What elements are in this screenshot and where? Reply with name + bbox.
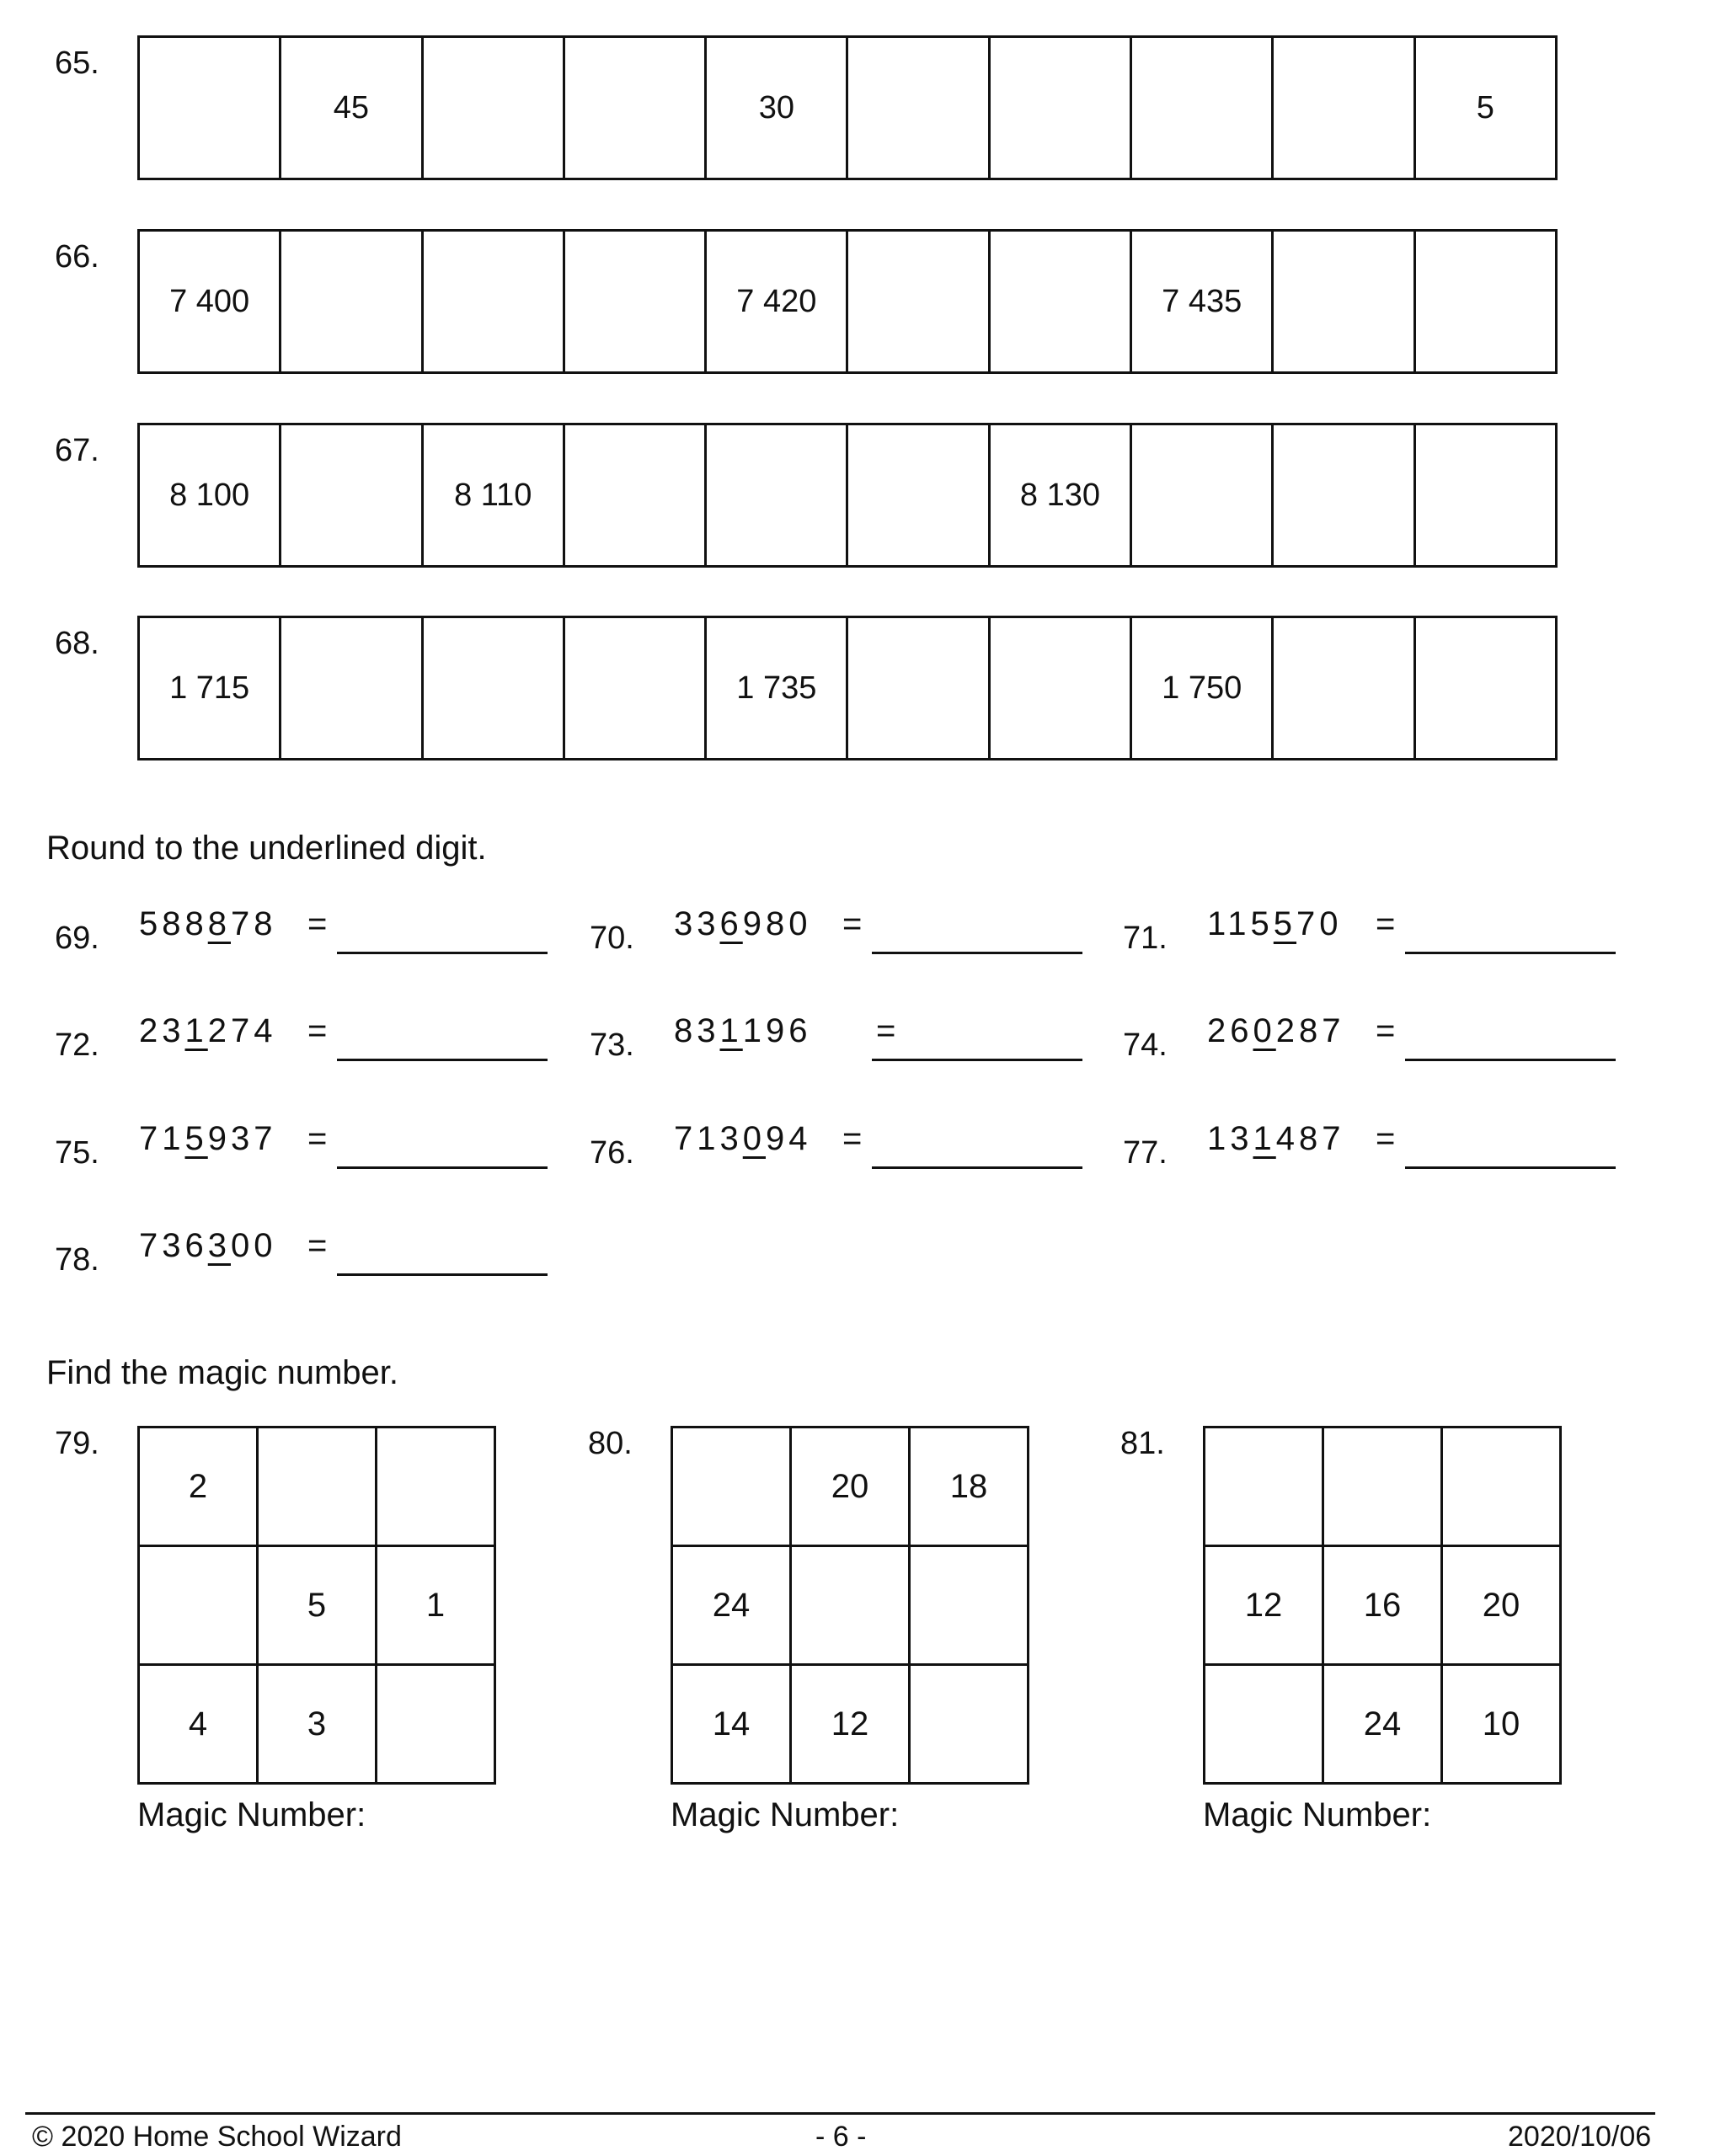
sequence-cell[interactable]: [281, 425, 423, 565]
rounding-item: [590, 905, 1112, 956]
rounding-item: [1123, 1120, 1645, 1171]
digits-after: 00: [231, 1227, 277, 1264]
magic-number-label: Magic Number:: [1203, 1796, 1432, 1833]
sequence-cell[interactable]: [424, 232, 565, 371]
sequence-cell[interactable]: 7 400: [140, 232, 281, 371]
magic-cell[interactable]: 20: [1443, 1547, 1562, 1666]
sequence-cell[interactable]: [565, 232, 707, 371]
magic-cell[interactable]: 10: [1443, 1666, 1562, 1785]
sequence-cell[interactable]: [1132, 38, 1274, 178]
magic-number-label: Magic Number:: [137, 1796, 366, 1833]
magic-cell[interactable]: [377, 1428, 496, 1547]
sequence-cell[interactable]: [565, 425, 707, 565]
magic-cell[interactable]: 5: [259, 1547, 377, 1666]
digits-before: 23: [139, 1012, 185, 1049]
equals-sign: =: [1376, 1012, 1396, 1049]
digits-before: 71: [139, 1120, 185, 1157]
answer-blank[interactable]: [337, 1166, 548, 1169]
underlined-digit: 1: [719, 1012, 743, 1049]
magic-cell[interactable]: 24: [1324, 1666, 1443, 1785]
magic-cell[interactable]: 20: [792, 1428, 911, 1547]
question-number: 73.: [590, 1027, 634, 1063]
answer-blank[interactable]: [337, 952, 548, 954]
digits-after: 196: [742, 1012, 812, 1049]
sequence-cell[interactable]: 30: [707, 38, 848, 178]
sequence-grid: [137, 616, 1558, 760]
rounding-instruction: Round to the underlined digit.: [46, 830, 487, 867]
digits-before: 588: [139, 905, 208, 942]
magic-cell[interactable]: [911, 1666, 1029, 1785]
rounding-number: [139, 1120, 277, 1158]
sequence-row: [0, 616, 1600, 759]
underlined-digit: 5: [184, 1120, 208, 1157]
rounding-item: [55, 1227, 577, 1278]
magic-cell[interactable]: [792, 1547, 911, 1666]
sequence-cell[interactable]: 1 715: [140, 618, 281, 758]
equals-sign: =: [876, 1012, 896, 1049]
underlined-digit: 0: [742, 1120, 766, 1157]
magic-cell[interactable]: 12: [1205, 1547, 1324, 1666]
rounding-item: [1123, 905, 1645, 956]
sequence-cell[interactable]: [991, 38, 1132, 178]
digits-before: 26: [1207, 1012, 1253, 1049]
magic-instruction: Find the magic number.: [46, 1354, 398, 1391]
answer-blank[interactable]: [337, 1059, 548, 1061]
question-number: 75.: [55, 1135, 99, 1171]
sequence-cell[interactable]: 8 110: [424, 425, 565, 565]
footer-copyright: © 2020 Home School Wizard: [32, 2121, 402, 2153]
rounding-number: [1207, 905, 1343, 943]
sequence-cell[interactable]: 1 735: [707, 618, 848, 758]
sequence-cell[interactable]: 8 100: [140, 425, 281, 565]
sequence-cell[interactable]: [1274, 232, 1415, 371]
sequence-cell[interactable]: [424, 618, 565, 758]
magic-cell[interactable]: [1205, 1666, 1324, 1785]
magic-cell[interactable]: 1: [377, 1547, 496, 1666]
rounding-number: [674, 1012, 812, 1050]
magic-grid: [137, 1426, 496, 1785]
digits-after: 274: [207, 1012, 277, 1049]
equals-sign: =: [842, 905, 863, 942]
magic-cell[interactable]: 3: [259, 1666, 377, 1785]
sequence-cell[interactable]: [848, 425, 990, 565]
answer-blank[interactable]: [1405, 1166, 1616, 1169]
footer-date: 2020/10/06: [1508, 2121, 1652, 2153]
answer-blank[interactable]: [872, 1166, 1082, 1169]
magic-cell[interactable]: [140, 1547, 259, 1666]
magic-cell[interactable]: 4: [140, 1666, 259, 1785]
magic-grid: [671, 1426, 1029, 1785]
magic-grid: [1203, 1426, 1562, 1785]
underlined-digit: 6: [719, 905, 743, 942]
sequence-cell[interactable]: [991, 618, 1132, 758]
equals-sign: =: [1376, 1120, 1396, 1157]
sequence-cell[interactable]: [281, 232, 423, 371]
magic-cell[interactable]: [1205, 1428, 1324, 1547]
sequence-cell[interactable]: [1274, 38, 1415, 178]
magic-cell[interactable]: 16: [1324, 1547, 1443, 1666]
sequence-cell[interactable]: [1274, 618, 1415, 758]
question-number: 79.: [55, 1426, 99, 1461]
digits-after: 487: [1275, 1120, 1345, 1157]
question-number: 76.: [590, 1135, 634, 1171]
magic-cell[interactable]: 12: [792, 1666, 911, 1785]
magic-cell[interactable]: [911, 1547, 1029, 1666]
sequence-cell[interactable]: 7 435: [1132, 232, 1274, 371]
answer-blank[interactable]: [337, 1273, 548, 1276]
digits-before: 713: [674, 1120, 743, 1157]
rounding-item: [1123, 1012, 1645, 1063]
digits-after: 980: [742, 905, 812, 942]
equals-sign: =: [1376, 905, 1396, 942]
question-number: 65.: [55, 45, 99, 81]
sequence-cell[interactable]: [1416, 425, 1555, 565]
sequence-cell[interactable]: [565, 618, 707, 758]
underlined-digit: 0: [1253, 1012, 1276, 1049]
sequence-cell[interactable]: 1 750: [1132, 618, 1274, 758]
question-number: 81.: [1120, 1426, 1165, 1461]
magic-cell[interactable]: [259, 1428, 377, 1547]
rounding-number: [1207, 1012, 1345, 1050]
magic-cell[interactable]: 18: [911, 1428, 1029, 1547]
magic-cell[interactable]: 24: [673, 1547, 792, 1666]
digits-after: 94: [766, 1120, 812, 1157]
rounding-number: [139, 905, 277, 943]
sequence-cell[interactable]: [565, 38, 707, 178]
rounding-number: [674, 905, 812, 943]
digits-before: 13: [1207, 1120, 1253, 1157]
rounding-number: [1207, 1120, 1345, 1158]
underlined-digit: 1: [184, 1012, 208, 1049]
sequence-cell[interactable]: [1132, 425, 1274, 565]
magic-cell[interactable]: [1443, 1428, 1562, 1547]
sequence-grid: [137, 35, 1558, 180]
digits-after: 70: [1296, 905, 1343, 942]
magic-square: [588, 1426, 1093, 1864]
answer-blank[interactable]: [1405, 1059, 1616, 1061]
sequence-cell[interactable]: [424, 38, 565, 178]
sequence-cell[interactable]: 8 130: [991, 425, 1132, 565]
sequence-cell[interactable]: [848, 618, 990, 758]
sequence-cell[interactable]: [707, 425, 848, 565]
rounding-number: [674, 1120, 812, 1158]
footer-page-number: - 6 -: [815, 2121, 867, 2153]
digits-after: 78: [231, 905, 277, 942]
answer-blank[interactable]: [1405, 952, 1616, 954]
question-number: 71.: [1123, 921, 1168, 956]
rounding-item: [590, 1120, 1112, 1171]
equals-sign: =: [307, 905, 328, 942]
sequence-grid: [137, 423, 1558, 568]
magic-cell[interactable]: [673, 1428, 792, 1547]
rounding-item: [55, 1012, 577, 1063]
underlined-digit: 1: [1253, 1120, 1276, 1157]
magic-number-label: Magic Number:: [671, 1796, 900, 1833]
sequence-cell[interactable]: [1274, 425, 1415, 565]
magic-square: [1120, 1426, 1626, 1864]
sequence-row: [0, 229, 1600, 372]
answer-blank[interactable]: [872, 952, 1082, 954]
digits-after: 937: [207, 1120, 277, 1157]
digits-before: 33: [674, 905, 720, 942]
question-number: 67.: [55, 433, 99, 468]
equals-sign: =: [307, 1012, 328, 1049]
footer-rule: [25, 2112, 1655, 2115]
question-number: 80.: [588, 1426, 633, 1461]
question-number: 77.: [1123, 1135, 1168, 1171]
rounding-item: [590, 1012, 1112, 1063]
sequence-row: [0, 423, 1600, 566]
sequence-cell[interactable]: [140, 38, 281, 178]
sequence-cell[interactable]: 45: [281, 38, 423, 178]
question-number: 66.: [55, 239, 99, 275]
question-number: 78.: [55, 1242, 99, 1278]
underlined-digit: 5: [1273, 905, 1297, 942]
digits-before: 115: [1207, 905, 1274, 942]
sequence-cell[interactable]: [848, 38, 990, 178]
sequence-cell[interactable]: 5: [1476, 89, 1494, 125]
equals-sign: =: [307, 1120, 328, 1157]
sequence-cell[interactable]: [1416, 232, 1555, 371]
rounding-number: [139, 1227, 277, 1265]
sequence-grid: [137, 229, 1558, 374]
digits-before: 83: [674, 1012, 720, 1049]
sequence-cell[interactable]: [1416, 618, 1555, 758]
rounding-number: [139, 1012, 277, 1050]
sequence-row: [0, 35, 1600, 179]
question-number: 68.: [55, 626, 99, 661]
magic-cell[interactable]: [377, 1666, 496, 1785]
equals-sign: =: [842, 1120, 863, 1157]
answer-blank[interactable]: [872, 1059, 1082, 1061]
question-number: 74.: [1123, 1027, 1168, 1063]
question-number: 70.: [590, 921, 634, 956]
magic-square: [55, 1426, 560, 1864]
sequence-cell[interactable]: [281, 618, 423, 758]
underlined-digit: 3: [207, 1227, 231, 1264]
rounding-item: [55, 1120, 577, 1171]
underlined-digit: 8: [207, 905, 231, 942]
digits-after: 287: [1275, 1012, 1345, 1049]
equals-sign: =: [307, 1227, 328, 1264]
magic-cell[interactable]: 14: [673, 1666, 792, 1785]
sequence-cell[interactable]: [991, 232, 1132, 371]
sequence-cell[interactable]: 7 420: [707, 232, 848, 371]
magic-cell[interactable]: [1324, 1428, 1443, 1547]
digits-before: 736: [139, 1227, 208, 1264]
question-number: 72.: [55, 1027, 99, 1063]
rounding-item: [55, 905, 577, 956]
magic-cell[interactable]: 2: [140, 1428, 259, 1547]
sequence-cell[interactable]: [848, 232, 990, 371]
question-number: 69.: [55, 921, 99, 956]
